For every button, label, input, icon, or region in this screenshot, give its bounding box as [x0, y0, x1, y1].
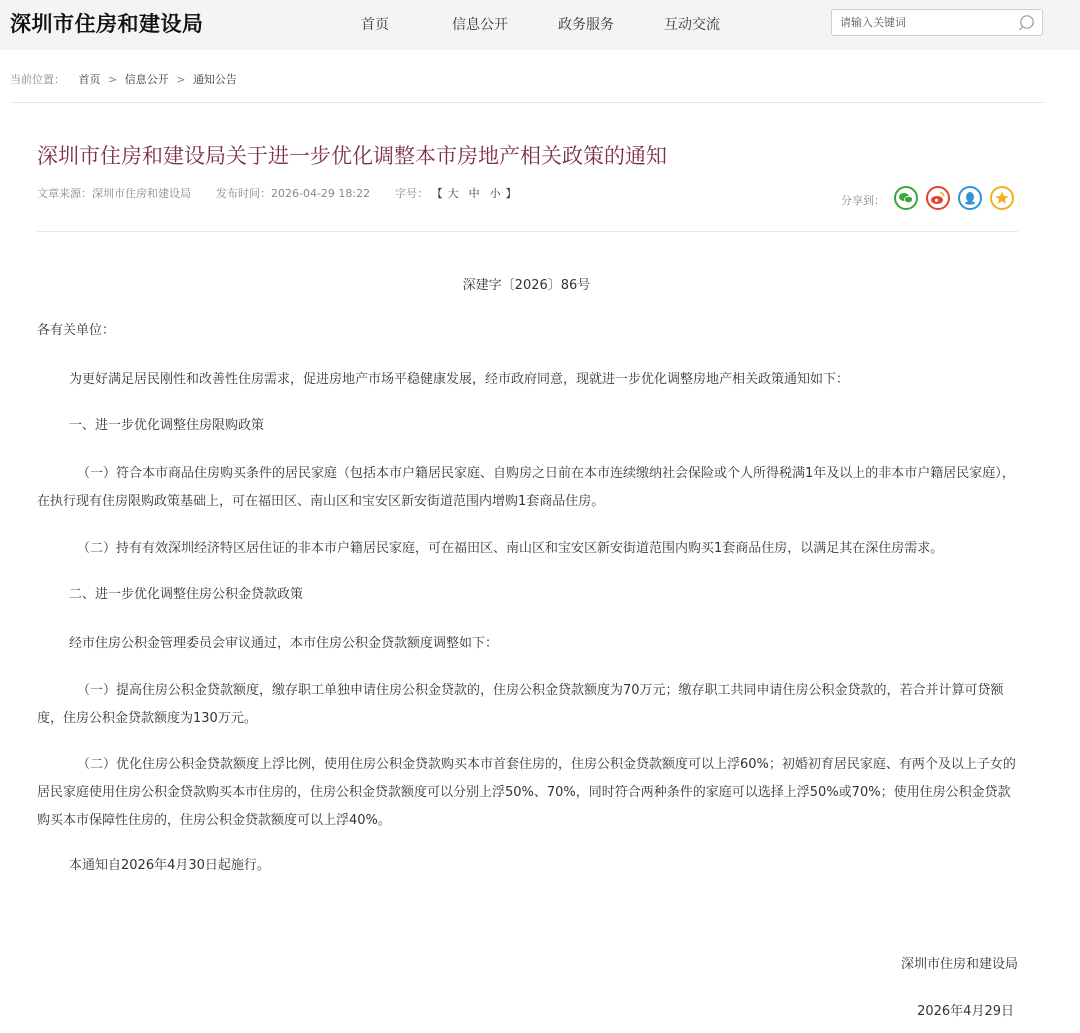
top-header	[0, 0, 1080, 50]
nav-home[interactable]: 首页	[361, 17, 389, 33]
qzone-icon[interactable]	[990, 186, 1014, 210]
breadcrumb-item-notices[interactable]: 通知公告	[192, 73, 237, 86]
wechat-icon[interactable]	[894, 186, 918, 210]
divider	[37, 231, 1018, 232]
search-box	[831, 9, 1043, 36]
breadcrumb-item-home[interactable]: 首页	[78, 73, 101, 86]
paragraph: 为更好满足居民刚性和改善性住房需求，促进房地产市场平稳健康发展，经市政府同意，现就进一步优化调整房地产相关政策通知如下：	[69, 372, 850, 387]
font-size-control	[432, 187, 517, 200]
divider	[10, 102, 1045, 103]
paragraph: （一）符合本市商品住房购买条件的居民家庭（包括本市户籍居民家庭、自购房之日前在本市连续缴纳社会保险或个人所得税满1年及以上的非本市户籍居民家庭），在执行现有住房限购政策基础上，可在福田区、南山区和宝安区新安街道范围内增购1套商品住房。	[37, 466, 1015, 509]
article-title: 深圳市住房和建设局关于进一步优化调整本市房地产相关政策的通知	[37, 144, 667, 168]
font-size-bracket-close: 】	[505, 187, 517, 200]
font-size-medium-button[interactable]: 中	[468, 187, 480, 200]
font-size-large-button[interactable]: 大	[447, 187, 459, 200]
signature-organization: 深圳市住房和建设局	[900, 957, 1018, 972]
nav-gov-services[interactable]: 政务服务	[558, 17, 614, 33]
paragraph: 经市住房公积金管理委员会审议通过，本市住房公积金贷款额度调整如下：	[69, 636, 499, 651]
nav-info-disclosure[interactable]: 信息公开	[452, 17, 508, 33]
search-input[interactable]	[840, 13, 1010, 32]
font-size-label: 字号：	[395, 187, 429, 200]
article-source: 文章来源：深圳市住房和建设局	[37, 187, 191, 200]
qq-icon[interactable]	[958, 186, 982, 210]
font-size-bracket-open: 【	[431, 187, 443, 200]
signature-date: 2026年4月29日	[917, 1004, 1014, 1019]
breadcrumb	[10, 71, 237, 87]
share-label: 分享到：	[841, 194, 885, 207]
nav-interaction[interactable]: 互动交流	[664, 17, 720, 33]
breadcrumb-separator: >	[108, 73, 118, 86]
site-title[interactable]: 深圳市住房和建设局	[10, 12, 204, 36]
font-size-small-button[interactable]: 小	[489, 187, 501, 200]
article-publish-time: 发布时间：2026-04-29 18:22	[216, 187, 371, 200]
breadcrumb-item-info-disclosure[interactable]: 信息公开	[124, 73, 169, 86]
salutation: 各有关单位：	[37, 323, 116, 338]
paragraph: （二）优化住房公积金贷款额度上浮比例，使用住房公积金贷款购买本市首套住房的，住房公积金贷款额度可以上浮60%；初婚初育居民家庭、有两个及以上子女的居民家庭使用住房公积金贷款购买本市住房的，住房公积金贷款额度可以分别上浮50%、70%，同时符合两种条件的家庭可以选择上浮50%或70%；使用住房公积金贷款购买本市保障性住房的，住房公积金贷款额度可以上浮40%。	[37, 757, 1016, 828]
article-meta	[37, 185, 517, 201]
section-heading: 二、进一步优化调整住房公积金贷款政策	[69, 587, 304, 602]
paragraph: （二）持有有效深圳经济特区居住证的非本市户籍居民家庭，可在福田区、南山区和宝安区新安街道范围内购买1套商品住房，以满足其在深住房需求。	[77, 541, 944, 556]
document-number: 深建字〔2026〕86号	[462, 278, 591, 293]
search-icon[interactable]	[1018, 14, 1036, 32]
weibo-icon[interactable]	[926, 186, 950, 210]
paragraph: 本通知自2026年4月30日起施行。	[69, 858, 270, 873]
section-heading: 一、进一步优化调整住房限购政策	[69, 418, 265, 433]
breadcrumb-label: 当前位置：	[10, 73, 65, 86]
breadcrumb-separator: >	[176, 73, 186, 86]
paragraph: （一）提高住房公积金贷款额度，缴存职工单独申请住房公积金贷款的，住房公积金贷款额度为70万元；缴存职工共同申请住房公积金贷款的，若合并计算可贷额度，住房公积金贷款额度为130万元。	[37, 683, 1004, 726]
